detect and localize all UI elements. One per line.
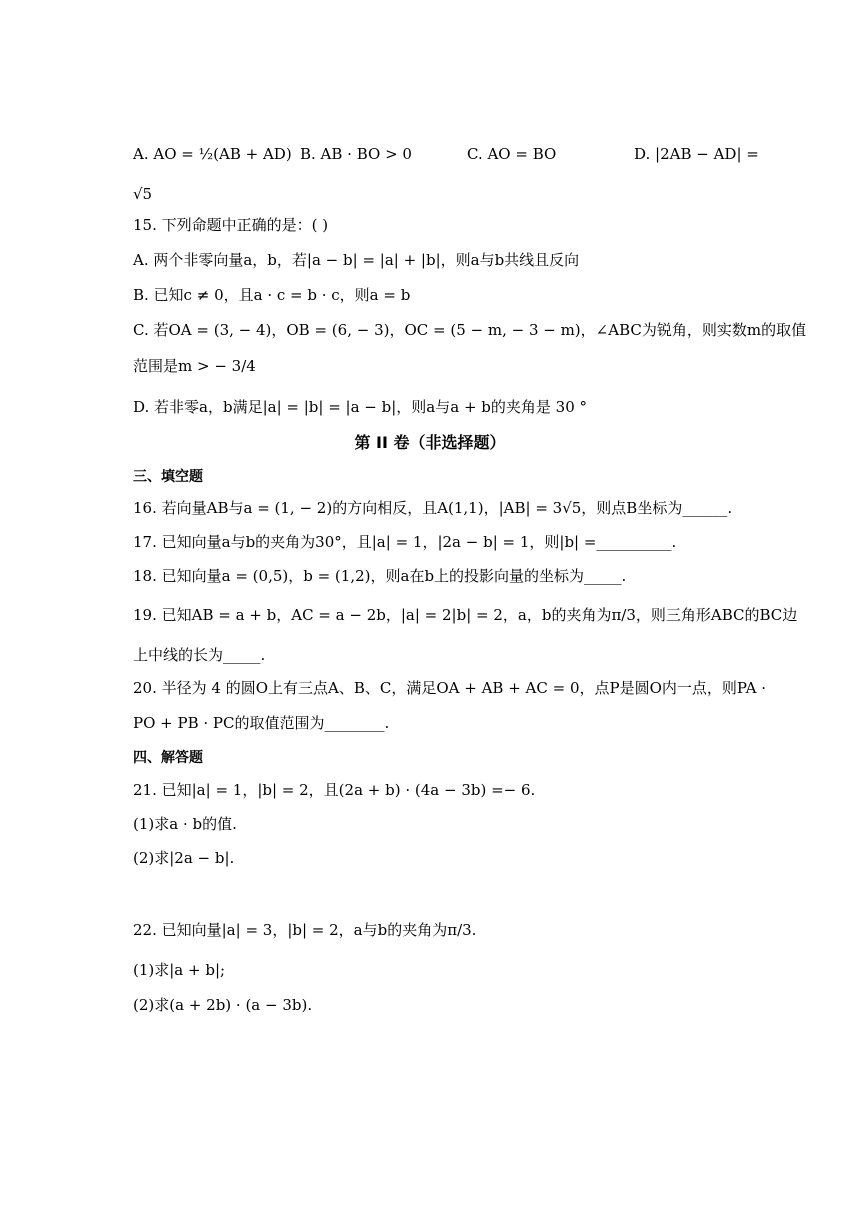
part2-title: 第 II 卷（非选择题） bbox=[354, 433, 506, 452]
q15-option-c-cont: 范围是m > − 3/4 bbox=[133, 357, 256, 375]
q15-option-a: A. 两个非零向量a，b，若|a − b| = |a| + |b|，则a与b共线且反向 bbox=[133, 251, 580, 269]
question-22-part2: (2)求(a + 2b) · (a − 3b). bbox=[133, 996, 313, 1014]
question-19: 19. 已知AB = a + b，AC = a − 2b，|a| = 2|b| = 2，a，b的夹角为π/3，则三角形ABC的BC边 bbox=[133, 606, 798, 624]
section-fill-in-heading: 三、填空题 bbox=[133, 469, 203, 485]
q14-option-d: D. |2AB − AD| = bbox=[634, 145, 759, 163]
section-answer-heading: 四、解答题 bbox=[133, 750, 203, 766]
question-21-part1: (1)求a · b的值. bbox=[133, 815, 237, 833]
question-21-part2: (2)求|2a − b|. bbox=[133, 849, 235, 867]
q15-option-b: B. 已知c ≠ 0，且a · c = b · c，则a = b bbox=[133, 286, 411, 304]
q15-stem: 15. 下列命题中正确的是：( ) bbox=[133, 216, 329, 234]
q15-option-c: C. 若OA = (3, − 4)，OB = (6, − 3)，OC = (5 − m, − 3 − m)，∠ABC为锐角，则实数m的取值 bbox=[133, 321, 807, 339]
question-21-stem: 21. 已知|a| = 1，|b| = 2，且(2a + b) · (4a − 3b) =− 6. bbox=[133, 781, 536, 799]
q15-option-d: D. 若非零a，b满足|a| = |b| = |a − b|，则a与a + b的夹角是 30 ° bbox=[133, 398, 588, 416]
question-19-cont: 上中线的长为_____. bbox=[133, 646, 266, 664]
question-20: 20. 半径为 4 的圆O上有三点A、B、C，满足OA + AB + AC = 0，点P是圆O内一点，则PA · bbox=[133, 679, 766, 697]
question-22-stem: 22. 已知向量|a| = 3，|b| = 2，a与b的夹角为π/3. bbox=[133, 921, 477, 939]
q14-option-d-cont: √5 bbox=[133, 185, 153, 203]
question-17: 17. 已知向量a与b的夹角为30°，且|a| = 1，|2a − b| = 1，则|b| =__________. bbox=[133, 533, 677, 551]
q14-option-c: C. AO = BO bbox=[467, 145, 557, 163]
q14-option-a: A. AO = ½(AB + AD) bbox=[133, 145, 292, 163]
question-20-cont: PO + PB · PC的取值范围为________. bbox=[133, 714, 390, 732]
q14-option-b: B. AB · BO > 0 bbox=[300, 145, 412, 163]
question-22-part1: (1)求|a + b|; bbox=[133, 961, 226, 979]
question-18: 18. 已知向量a = (0,5)，b = (1,2)，则a在b上的投影向量的坐标为_____. bbox=[133, 567, 627, 585]
question-16: 16. 若向量AB与a = (1, − 2)的方向相反，且A(1,1)，|AB| = 3√5，则点B坐标为______. bbox=[133, 499, 733, 517]
